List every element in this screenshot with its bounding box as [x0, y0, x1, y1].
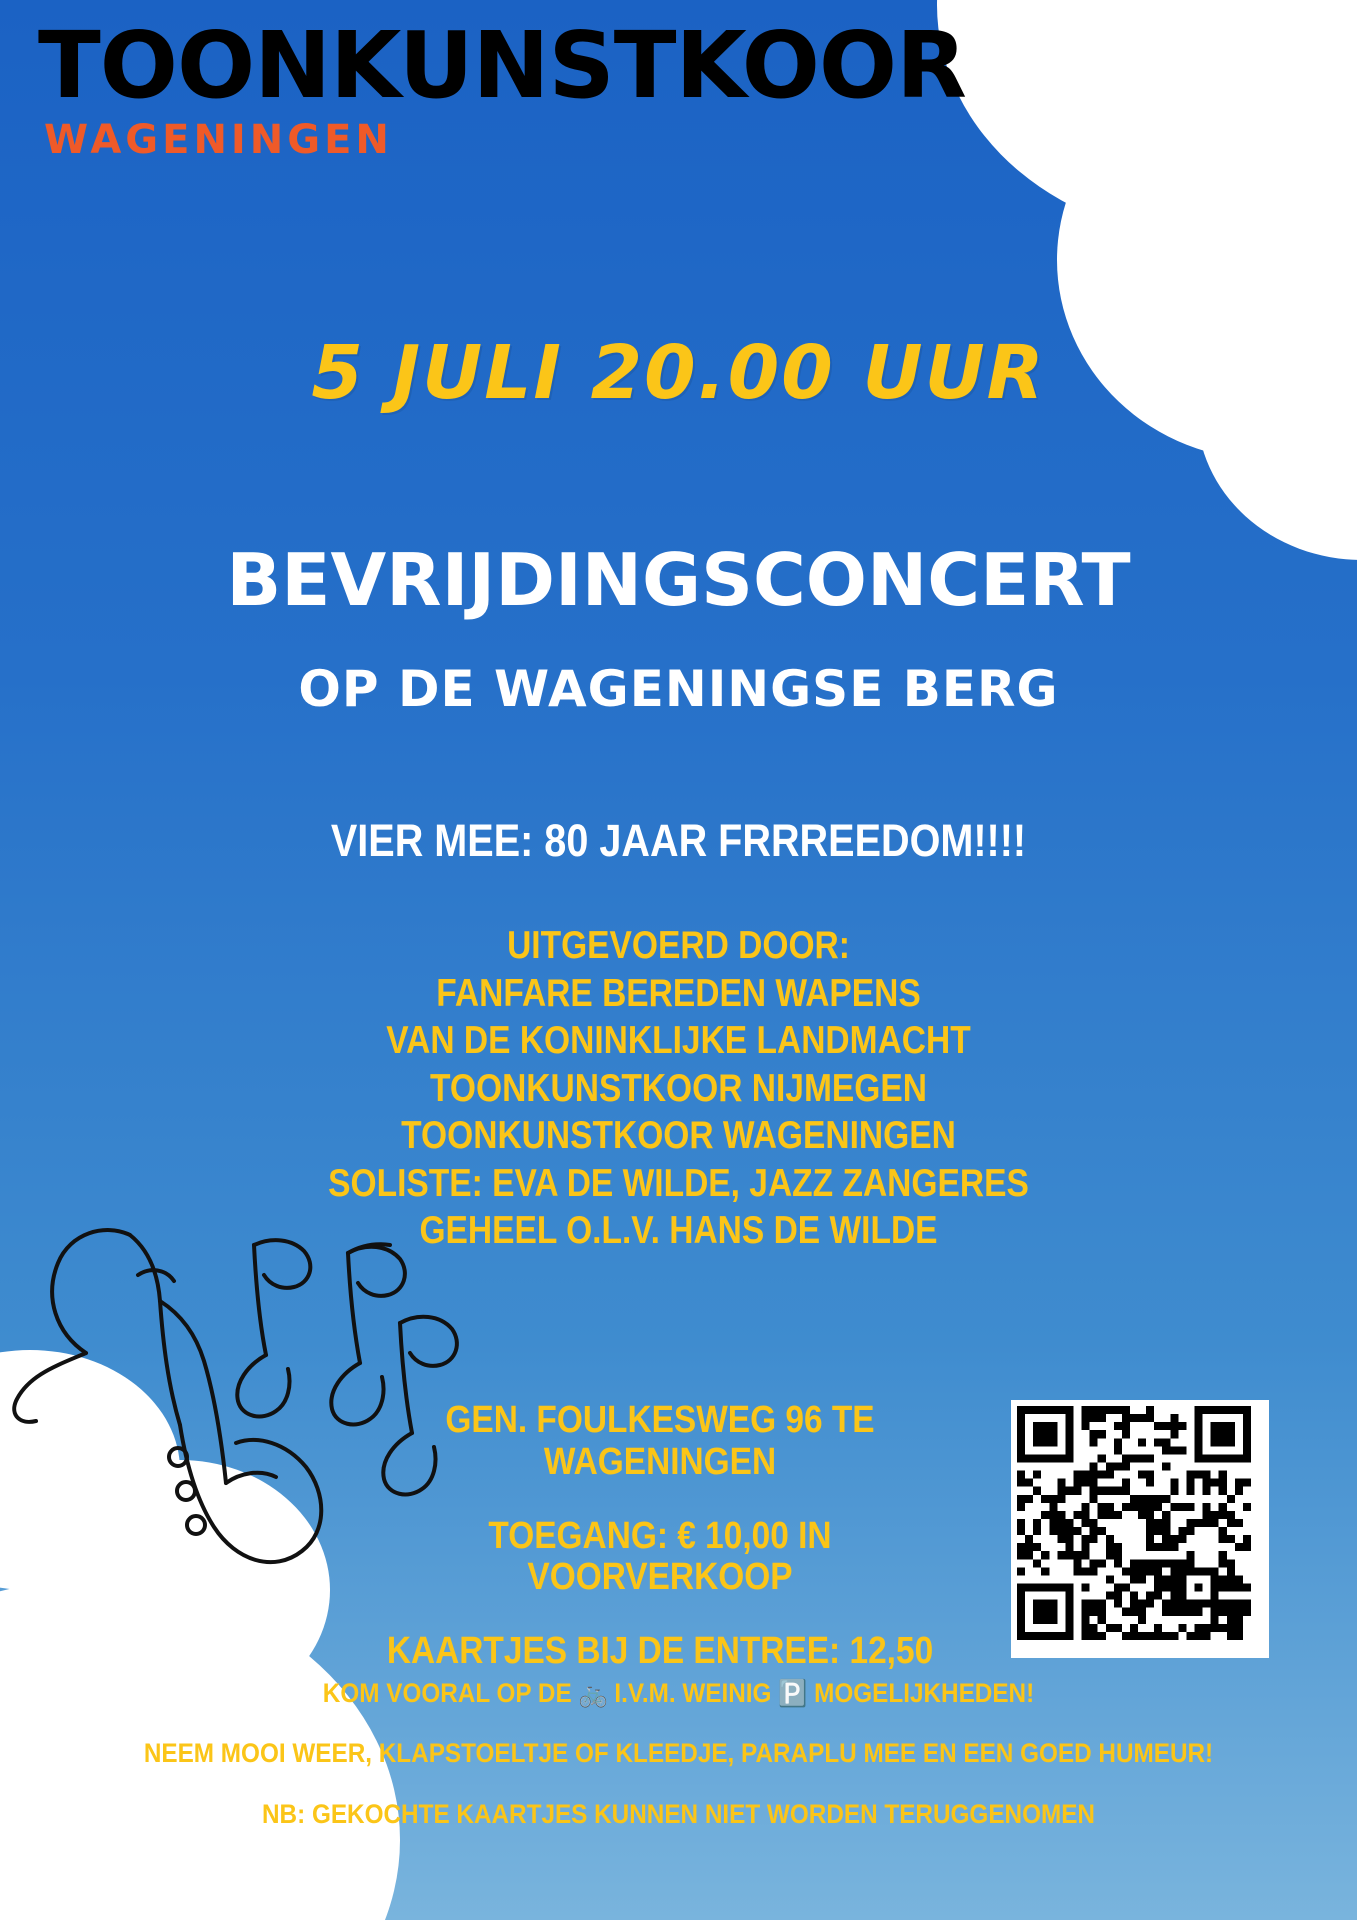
qr-code-icon[interactable] — [1011, 1400, 1269, 1658]
footer-text-part2: I.V.M. WEINIG — [614, 1677, 772, 1708]
presale-price: TOEGANG: € 10,00 IN VOORVERKOOP — [488, 1514, 832, 1599]
parking-icon: 🅿️ — [778, 1677, 808, 1708]
performer-line: GEHEEL O.L.V. HANS DE WILDE — [419, 1209, 938, 1253]
concert-title: BEVRIJDINGSCONCERT — [226, 538, 1131, 622]
choir-name: TOONKUNSTKOOR — [38, 12, 966, 119]
performer-line: TOONKUNSTKOOR WAGENINGEN — [401, 1114, 956, 1158]
footer-advice-line: NEEM MOOI WEER, KLAPSTOELTJE OF KLEEDJE, PARAPLU MEE EN EEN GOED HUMEUR! — [143, 1738, 1214, 1769]
footer-text-part1: KOM VOORAL OP DE — [322, 1677, 572, 1708]
performer-line: FANFARE BEREDEN WAPENS — [436, 971, 921, 1015]
poster-footer — [0, 1677, 1357, 1858]
performers-block — [0, 922, 1357, 1255]
performer-line: VAN DE KONINKLIJKE LANDMACHT — [386, 1019, 971, 1063]
footer-transport-line — [68, 1677, 1289, 1709]
performer-line: SOLISTE: EVA DE WILDE, JAZZ ZANGERES — [328, 1161, 1029, 1205]
door-price: KAARTJES BIJ DE ENTREE: 12,50 — [386, 1630, 934, 1673]
event-date-time: 5 JULI 20.00 UUR — [311, 330, 1046, 416]
concert-location-subtitle: OP DE WAGENINGSE BERG — [298, 660, 1059, 718]
poster-header — [38, 12, 966, 164]
footer-disclaimer-line: NB: GEKOCHTE KAARTJES KUNNEN NIET WORDEN TERUGGENOMEN — [262, 1798, 1095, 1829]
venue-address: GEN. FOULKESWEG 96 TE WAGENINGEN — [445, 1399, 875, 1483]
event-tagline: VIER MEE: 80 JAAR FRRREEDOM!!!! — [330, 815, 1027, 866]
qr-code-matrix — [1017, 1406, 1251, 1640]
choir-city: WAGENINGEN — [44, 117, 393, 164]
performer-line: TOONKUNSTKOOR NIJMEGEN — [430, 1066, 927, 1110]
bicycle-icon: 🚲 — [578, 1677, 608, 1708]
performers-intro: UITGEVOERD DOOR: — [507, 924, 850, 967]
venue-info-block — [330, 1400, 990, 1705]
footer-text-part3: MOGELIJKHEDEN! — [814, 1677, 1035, 1708]
